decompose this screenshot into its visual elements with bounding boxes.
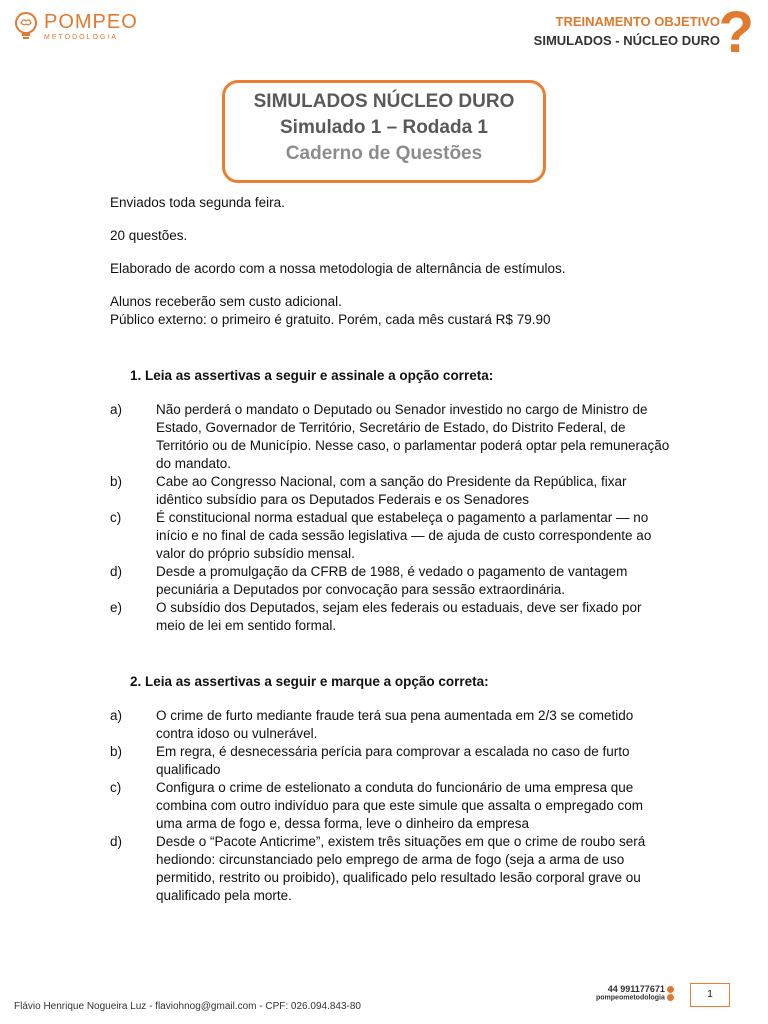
- title-line-1: SIMULADOS NÚCLEO DURO: [253, 91, 515, 112]
- question-2-options: [110, 707, 670, 905]
- phone-number: 44 991177671: [607, 984, 665, 994]
- question-1-statement: 1. Leia as assertivas a seguir e assinale a opção correta:: [130, 368, 494, 383]
- option-text: O subsídio dos Deputados, sejam eles federais ou estaduais, deve ser fixado por meio de lei em sentido formal.: [156, 600, 642, 633]
- question-2-statement: 2. Leia as assertivas a seguir e marque a opção correta:: [130, 674, 489, 689]
- list-item: [110, 563, 670, 599]
- pompeo-logo: [14, 12, 138, 42]
- whatsapp-icon: [667, 986, 674, 993]
- lightbulb-brain-icon: [14, 12, 38, 42]
- page-number: 1: [690, 983, 730, 1007]
- header-line-2: SIMULADOS - NÚCLEO DURO: [533, 33, 720, 48]
- option-text: Não perderá o mandato o Deputado ou Senador investido no cargo de Ministro de Estado, Governador de Território, Secretário de Estado, do Distrito Federal, de Território ou de Município. Nesse caso, o parlamentar poderá optar pela remuneração do mandato.: [156, 402, 670, 471]
- intro-line-students: Alunos receberão sem custo adicional.: [110, 294, 342, 309]
- list-item: [110, 473, 670, 509]
- document-body: [110, 194, 670, 905]
- option-letter: c): [110, 510, 122, 525]
- list-item: [110, 707, 670, 743]
- list-item: [110, 401, 670, 473]
- header-banner: [534, 14, 720, 48]
- option-text: Desde o “Pacote Anticrime”, existem três situações em que o crime de roubo será hediondo: circunstanciado pelo emprego de arma de fogo (seja a arma de uso permitido, restrito ou proibido), qualificado pelo resultado lesão corporal grave ou qualificado pela morte.: [156, 834, 646, 903]
- question-1-options: [110, 401, 670, 635]
- option-text: Configura o crime de estelionato a conduta do funcionário de uma empresa que combina com outro indivíduo para que este simule que assalta o empregado com uma arma de fogo e, dessa forma, leve o dinheiro da empresa: [156, 780, 644, 831]
- intro-paragraph-2: 20 questões.: [110, 228, 188, 243]
- phone-line: [596, 984, 674, 994]
- option-text: É constitucional norma estadual que estabeleça o pagamento a parlamentar — no início e no final de cada sessão legislativa — de ajuda de custo correspondente ao valor do próprio subsídio mensal.: [156, 510, 652, 561]
- option-letter: d): [110, 834, 123, 849]
- site-line: [596, 994, 674, 1001]
- option-letter: a): [110, 402, 123, 417]
- title-line-2: Simulado 1 – Rodada 1: [280, 117, 488, 138]
- option-text: O crime de furto mediante fraude terá sua pena aumentada em 2/3 se cometido contra idoso ou vulnerável.: [156, 708, 634, 741]
- intro-paragraph-1: Enviados toda segunda feira.: [110, 195, 285, 210]
- option-letter: b): [110, 744, 123, 759]
- list-item: [110, 743, 670, 779]
- list-item: [110, 779, 670, 833]
- contact-block: [596, 984, 674, 1001]
- option-letter: d): [110, 564, 123, 579]
- option-text: Cabe ao Congresso Nacional, com a sanção do Presidente da República, fixar idêntico subsídio para os Deputados Federais e os Senadores: [156, 474, 627, 507]
- intro-paragraph-3: Elaborado de acordo com a nossa metodologia de alternância de estímulos.: [110, 261, 566, 276]
- option-letter: a): [110, 708, 123, 723]
- title-line-3: Caderno de Questões: [285, 143, 483, 164]
- option-letter: c): [110, 780, 122, 795]
- intro-paragraph-4: [110, 293, 670, 329]
- logo-name: POMPEO: [44, 11, 138, 33]
- list-item: [110, 833, 670, 905]
- option-letter: b): [110, 474, 123, 489]
- option-text: Desde a promulgação da CFRB de 1988, é vedado o pagamento de vantagem pecuniária a Deputados por convocação para sessão extraordinária.: [156, 564, 628, 597]
- title-box: [222, 80, 546, 183]
- list-item: [110, 599, 670, 635]
- question-mark-icon: ?: [718, 0, 754, 65]
- header-line-1: TREINAMENTO OBJETIVO: [555, 14, 720, 29]
- intro-line-public: Público externo: o primeiro é gratuito. Porém, cada mês custará R$ 79.90: [110, 312, 551, 327]
- owner-footer: Flávio Henrique Nogueira Luz - flaviohnog@gmail.com - CPF: 026.094.843-80: [14, 1001, 361, 1012]
- option-text: Em regra, é desnecessária perícia para comprovar a escalada no caso de furto qualificado: [156, 744, 630, 777]
- list-item: [110, 509, 670, 563]
- site-name: pompeometodologia: [596, 994, 665, 1002]
- instagram-icon: [667, 994, 674, 1001]
- logo-subtitle: METODOLOGIA: [44, 34, 118, 41]
- option-letter: e): [110, 600, 123, 615]
